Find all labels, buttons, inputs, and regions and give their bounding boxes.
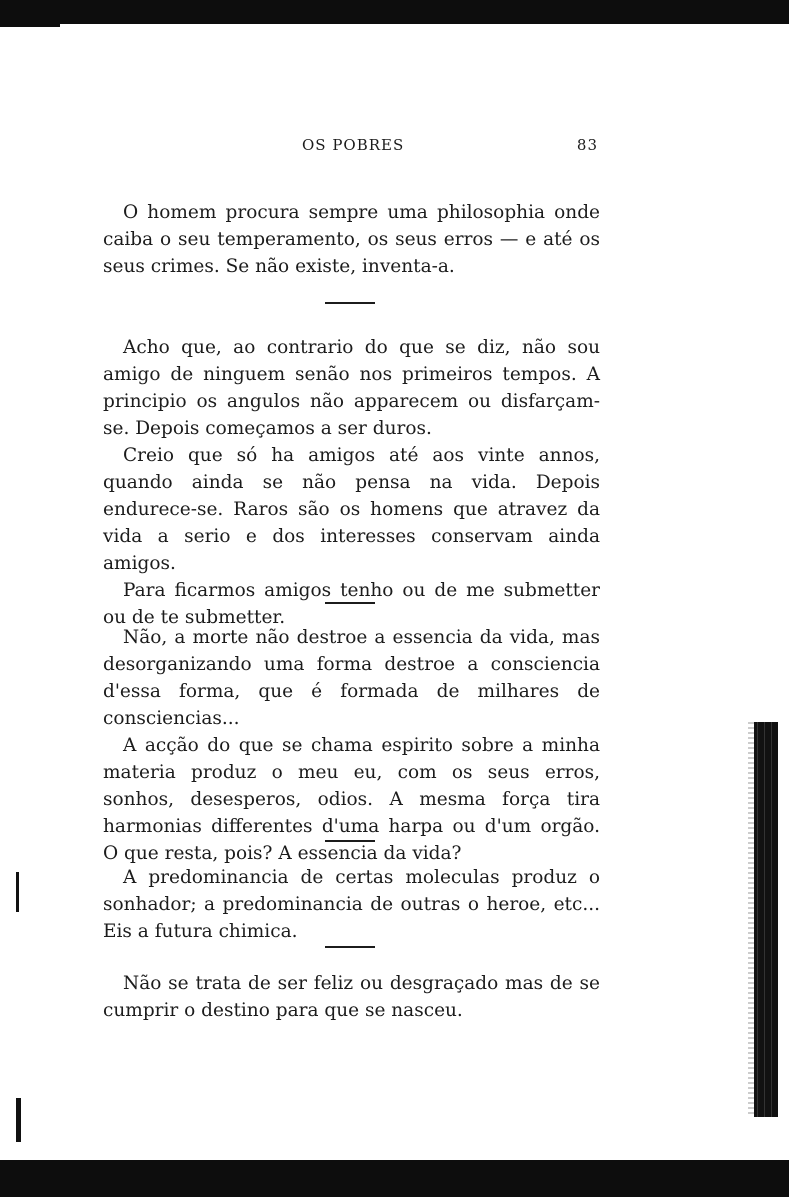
margin-mark — [16, 1098, 21, 1142]
section-1 — [103, 199, 600, 280]
page-number: 83 — [576, 136, 598, 154]
paragraph: O homem procura sempre uma philosophia onde caiba o seu temperamento, os seus erros — e até os seus crimes. Se não existe, inventa-a. — [103, 202, 600, 277]
section-separator — [325, 946, 375, 948]
section-separator — [325, 602, 375, 604]
section-separator — [325, 840, 375, 842]
paragraph: Não se trata de ser feliz ou desgraçado mas de se cumprir o destino para que se nasceu. — [103, 973, 600, 1021]
section-5 — [103, 970, 600, 1024]
scan-border-bottom — [0, 1160, 789, 1197]
margin-mark — [16, 872, 19, 912]
paragraph: A predominancia de certas moleculas produz o sonhador; a predominancia de outras o heroe, etc... Eis a futura chimica. — [103, 867, 600, 942]
paragraph: Para ficarmos amigos tenho ou de me submetter ou de te submetter. — [103, 580, 600, 628]
scan-border-right — [754, 722, 778, 1117]
section-3 — [103, 624, 600, 867]
paragraph: A acção do que se chama espirito sobre a minha materia produz o meu eu, com os seus erros, sonhos, desesperos, odios. A mesma força tira harmonias differentes d'uma harpa ou d'um orgão. O que resta, pois? A essencia da vida? — [103, 735, 600, 864]
paragraph: Acho que, ao contrario do que se diz, não sou amigo de ninguem senão nos primeiros tempos. A principio os angulos não apparecem ou disfarçam-se. Depois começamos a ser duros. — [103, 337, 600, 439]
running-head-title: OS POBRES — [302, 136, 405, 154]
paragraph: Não, a morte não destroe a essencia da vida, mas desorganizando uma forma destroe a consciencia d'essa forma, que é formada de milhares de consciencias... — [103, 627, 600, 729]
paragraph: Creio que só ha amigos até aos vinte annos, quando ainda se não pensa na vida. Depois endurece-se. Raros são os homens que atravez da vida a serio e dos interesses conservam ainda amigos. — [103, 445, 600, 574]
scan-border-top — [0, 0, 789, 24]
section-4 — [103, 864, 600, 945]
section-separator — [325, 302, 375, 304]
scan-border-top-thin — [0, 24, 60, 27]
section-2 — [103, 334, 600, 631]
running-head — [100, 136, 600, 158]
